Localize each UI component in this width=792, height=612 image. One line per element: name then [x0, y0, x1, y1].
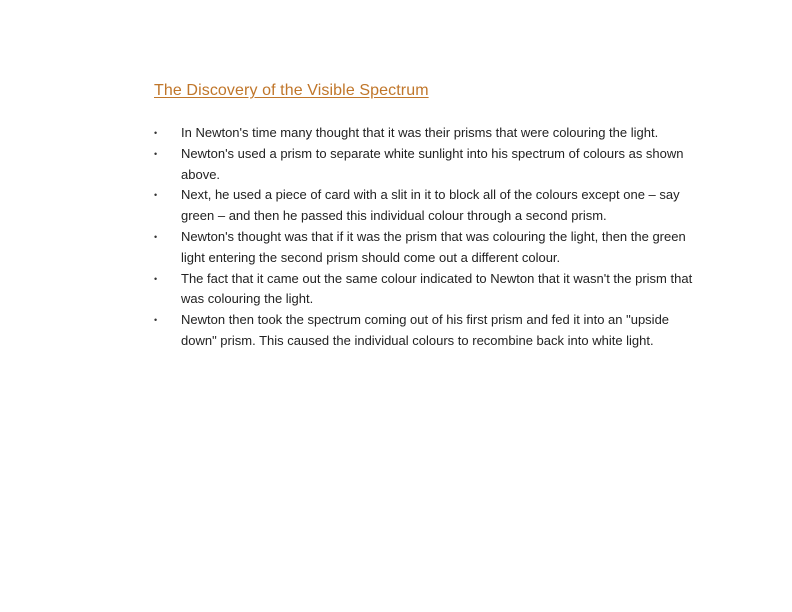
bullet-icon: •	[154, 148, 158, 159]
list-item	[154, 269, 694, 311]
bullet-text: Next, he used a piece of card with a slit in it to block all of the colours except one – say green – and then he passed this individual colour through a second prism.	[181, 187, 680, 224]
list-item	[154, 310, 694, 352]
bullet-text: Newton then took the spectrum coming out of his first prism and fed it into an "upside down" prism. This caused the individual colours to recombine back into white light.	[181, 312, 670, 348]
list-item	[154, 185, 694, 227]
slide-title: The Discovery of the Visible Spectrum	[154, 82, 429, 99]
bullet-icon: •	[154, 190, 158, 201]
bullet-text: Newton's thought was that if it was the prism that was colouring the light, then the green light entering the second prism should come out a different colour.	[181, 228, 686, 265]
bullet-icon: •	[154, 231, 158, 242]
list-item	[154, 123, 694, 144]
bullet-icon: •	[154, 273, 158, 284]
bullet-icon: •	[154, 128, 158, 138]
bullet-text: The fact that it came out the same colour indicated to Newton that it wasn't the prism that was colouring the light.	[181, 270, 693, 307]
bullet-text: Newton's used a prism to separate white sunlight into his spectrum of colours as shown above.	[181, 145, 684, 182]
bullet-text: In Newton's time many thought that it was their prisms that were colouring the light.	[181, 125, 659, 140]
list-item	[154, 227, 694, 269]
bullet-list	[154, 123, 694, 352]
list-item	[154, 144, 694, 186]
bullet-icon: •	[154, 315, 158, 326]
